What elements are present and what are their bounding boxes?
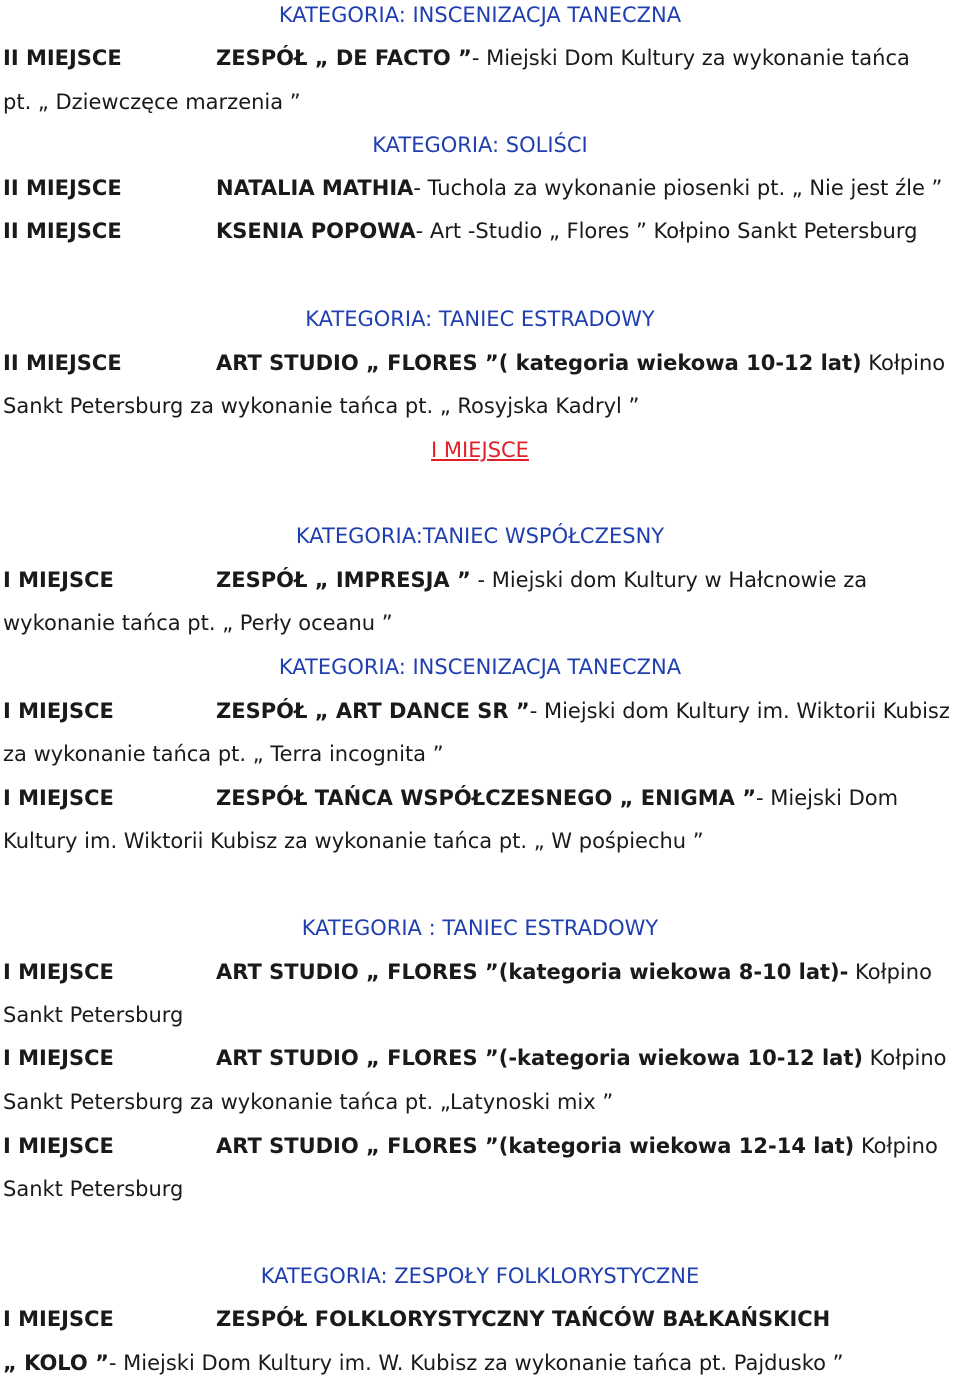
category-heading: KATEGORIA: SOLIŚCI [372,133,588,157]
category-heading: KATEGORIA: INSCENIZACJA TANECZNA [278,3,682,27]
category-heading: KATEGORIA:TANIEC WSPÓŁCZESNY [295,524,665,548]
entry-detail: Kołpino [862,1046,947,1070]
entry-name: NATALIA MATHIA [216,176,414,200]
award-entry [216,959,932,985]
entry-name: ART STUDIO „ FLORES ”(-kategoria wiekowa 10-12 lat) [216,1046,863,1070]
entry-name: ZESPÓŁ FOLKLORYSTYCZNY TAŃCÓW BAŁKAŃSKICH [216,1307,831,1331]
place-label: I MIEJSCE [3,699,114,723]
place-label: I MIEJSCE [3,568,114,592]
entry-name: ART STUDIO „ FLORES ”( kategoria wiekowa 10-12 lat) [216,351,862,375]
award-entry [216,45,910,71]
entry-continuation: Kultury im. Wiktorii Kubisz za wykonanie tańca pt. „ W pośpiechu ” [3,829,704,853]
entry-name: ZESPÓŁ TAŃCA WSPÓŁCZESNEGO „ ENIGMA ” [216,786,757,810]
place-label: II MIEJSCE [3,46,122,70]
place-label: I MIEJSCE [3,786,114,810]
award-entry [216,1045,947,1071]
category-heading: KATEGORIA: INSCENIZACJA TANECZNA [278,655,682,679]
entry-detail: - Miejski dom Kultury im. Wiktorii Kubisz [529,699,950,723]
entry-continuation: „ KOLO ”- Miejski Dom Kultury im. W. Kubisz za wykonanie tańca pt. Pajdusko ” [3,1351,844,1375]
place-label: I MIEJSCE [3,1046,114,1070]
award-entry [216,698,950,724]
entry-continuation: za wykonanie tańca pt. „ Terra incognita ” [3,742,444,766]
place-label: I MIEJSCE [3,1307,114,1331]
entry-name: ZESPÓŁ „ DE FACTO ” [216,46,472,70]
entry-continuation: Sankt Petersburg za wykonanie tańca pt. „ Rosyjska Kadryl ” [3,394,640,418]
place-label: II MIEJSCE [3,176,122,200]
entry-detail: - Art -Studio „ Flores ” Kołpino Sankt Petersburg [415,219,918,243]
entry-continuation: Sankt Petersburg [3,1003,184,1027]
award-entry [216,1133,938,1159]
category-heading: KATEGORIA : TANIEC ESTRADOWY [301,916,659,940]
entry-detail: - Miejski Dom [756,786,899,810]
award-entry [216,350,945,376]
entry-detail: Kołpino [861,351,946,375]
entry-continuation: Sankt Petersburg za wykonanie tańca pt. „Latynoski mix ” [3,1090,614,1114]
grand-award-heading: I MIEJSCE [431,438,529,462]
entry-name: ART STUDIO „ FLORES ”(kategoria wiekowa 8-10 lat)- [216,960,849,984]
place-label: II MIEJSCE [3,219,122,243]
award-entry [216,785,898,811]
place-label: II MIEJSCE [3,351,122,375]
award-entry [216,175,942,201]
category-heading: KATEGORIA: ZESPOŁY FOLKLORYSTYCZNE [260,1264,700,1288]
entry-detail: Kołpino [848,960,932,984]
place-label: I MIEJSCE [3,1134,114,1158]
entry-detail: Kołpino [854,1134,938,1158]
entry-continuation: wykonanie tańca pt. „ Perły oceanu ” [3,611,393,635]
entry-name: KSENIA POPOWA [216,219,416,243]
entry-detail: - Miejski Dom Kultury za wykonanie tańca [471,46,910,70]
entry-name: ZESPÓŁ „ ART DANCE SR ” [216,699,530,723]
entry-continuation: Sankt Petersburg [3,1177,184,1201]
category-heading: KATEGORIA: TANIEC ESTRADOWY [305,307,655,331]
entry-name: ZESPÓŁ „ IMPRESJA ” [216,568,471,592]
entry-continuation: pt. „ Dziewczęce marzenia ” [3,90,301,114]
award-entry [216,1306,830,1332]
place-label: I MIEJSCE [3,960,114,984]
entry-name: ART STUDIO „ FLORES ”(kategoria wiekowa 12-14 lat) [216,1134,855,1158]
entry-detail: - Miejski dom Kultury w Hałcnowie za [470,568,868,592]
award-entry [216,567,867,593]
entry-detail: - Tuchola za wykonanie piosenki pt. „ Nie jest źle ” [413,176,943,200]
award-entry [216,218,917,244]
